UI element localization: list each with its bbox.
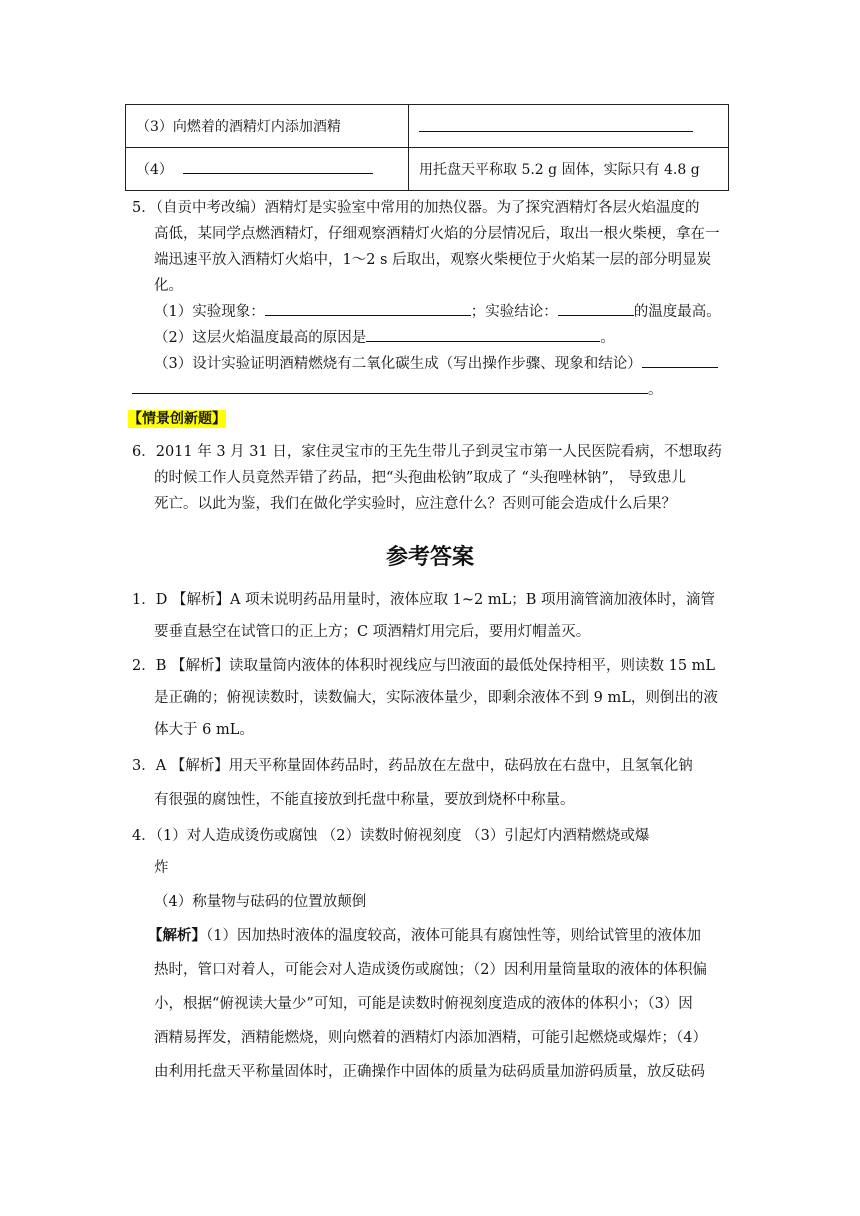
a1-line-2: 要垂直悬空在试管口的正上方；C 项酒精灯用完后，要用灯帽盖灭。	[154, 624, 591, 640]
answer-blank[interactable]	[558, 303, 634, 316]
q5-line-1: 5．（自贡中考改编）酒精灯是实验室中常用的加热仪器。为了探究酒精灯各层火焰温度的	[132, 200, 700, 216]
a4-line-4	[148, 924, 701, 945]
answer-blank[interactable]	[419, 117, 693, 132]
a4-line-3: （4）称量物与砝码的位置放颠倒	[154, 894, 367, 910]
q5-sub3-label: （3）设计实验证明酒精燃烧有二氧化碳生成（写出操作步骤、现象和结论）	[154, 356, 642, 372]
a2-line-3: 体大于 6 mL。	[154, 722, 254, 738]
q5-sub1-label: （1）实验现象：	[154, 304, 265, 320]
a4-analysis-text: （1）因加热时液体的温度较高，液体可能具有腐蚀性等，则给试管里的液体加	[206, 928, 701, 944]
answer-blank[interactable]	[642, 355, 718, 368]
q5-sub1-conclusion-label: ；实验结论：	[470, 304, 558, 320]
q5-sub1-tail: 的温度最高。	[633, 304, 721, 320]
a4-line-2: 炸	[154, 860, 169, 876]
table-cell-row4-right: 用托盘天平称取 5.2 g 固体，实际只有 4.8 g	[409, 148, 729, 191]
q5-sub2-tail: 。	[600, 330, 615, 346]
q5-sub-1	[154, 300, 721, 321]
a4-line-5: 热时，管口对着人，可能会对人造成烫伤或腐蚀；（2）因利用量筒量取的液体的体积偏	[154, 962, 707, 978]
table-cell-row3-left: （3）向燃着的酒精灯内添加酒精	[126, 105, 409, 148]
a1-line-1: 1．D 【解析】A 项未说明药品用量时，液体应取 1~2 mL；B 项用滴管滴加液体时，滴管	[132, 592, 715, 608]
table-cell-row3-right	[409, 105, 729, 148]
a4-line-6: 小，根据“俯视读大量少”可知，可能是读数时俯视刻度造成的液体的体积小；（3）因	[154, 996, 693, 1012]
q6-line-1: 6．2011 年 3 月 31 日，家住灵宝市的王先生带儿子到灵宝市第一人民医院看病，不想取药	[132, 444, 722, 460]
q6-line-3: 死亡。以此为鉴，我们在做化学实验时，应注意什么？否则可能会造成什么后果？	[154, 496, 676, 512]
answer-blank[interactable]	[132, 381, 648, 394]
a4-line-7: 酒精易挥发，酒精能燃烧，则向燃着的酒精灯内添加酒精，可能引起燃烧或爆炸；（4）	[154, 1030, 707, 1046]
q5-sub-3	[154, 352, 718, 373]
answer-blank[interactable]	[265, 303, 471, 316]
q5-line-2: 高低，某同学点燃酒精灯，仔细观察酒精灯火焰的分层情况后，取出一根火柴梗，拿在一	[154, 226, 720, 242]
answer-blank[interactable]	[366, 329, 600, 342]
table-row	[126, 105, 729, 148]
a3-line-1: 3．A 【解析】用天平称量固体药品时，药品放在左盘中，砝码放在右盘中，且氢氧化钠	[132, 758, 693, 774]
answers-title: 参考答案	[385, 545, 474, 570]
a2-line-1: 2．B 【解析】读取量筒内液体的体积时视线应与凹液面的最低处保持相平，则读数 15 mL	[132, 658, 716, 674]
table-cell-row4-left	[126, 148, 409, 191]
row4-label: （4）	[136, 162, 173, 178]
error-consequence-table	[125, 104, 729, 191]
section-tag-label: 【情景创新题】	[128, 411, 226, 427]
q5-sub-2	[154, 326, 615, 347]
q5-sub-3-continued	[132, 378, 663, 399]
a4-line-1: 4．（1）对人造成烫伤或腐蚀 （2）读数时俯视刻度 （3）引起灯内酒精燃烧或爆	[132, 828, 650, 844]
a4-line-8: 由利用托盘天平称量固体时，正确操作中固体的质量为砝码质量加游码质量，放反砝码	[154, 1064, 705, 1080]
analysis-tag: 【解析】	[148, 928, 206, 944]
section-tag	[128, 408, 226, 428]
a2-line-2: 是正确的；俯视读数时，读数偏大，实际液体量少，即剩余液体不到 9 mL，则倒出的液	[154, 690, 718, 706]
q5-sub2-label: （2）这层火焰温度最高的原因是	[154, 330, 367, 346]
table-row	[126, 148, 729, 191]
q5-sub3-end: 。	[648, 382, 663, 398]
answer-blank[interactable]	[183, 159, 373, 174]
q5-line-3: 端迅速平放入酒精灯火焰中，1～2 s 后取出，观察火柴梗位于火焰某一层的部分明显炭	[154, 252, 712, 268]
q6-line-2: 的时候工作人员竟然弄错了药品，把“头孢曲松钠”取成了 “头孢唑林钠”， 导致患儿	[154, 470, 686, 486]
q5-line-4: 化。	[154, 278, 183, 294]
a3-line-2: 有很强的腐蚀性，不能直接放到托盘中称量，要放到烧杯中称量。	[154, 792, 575, 808]
